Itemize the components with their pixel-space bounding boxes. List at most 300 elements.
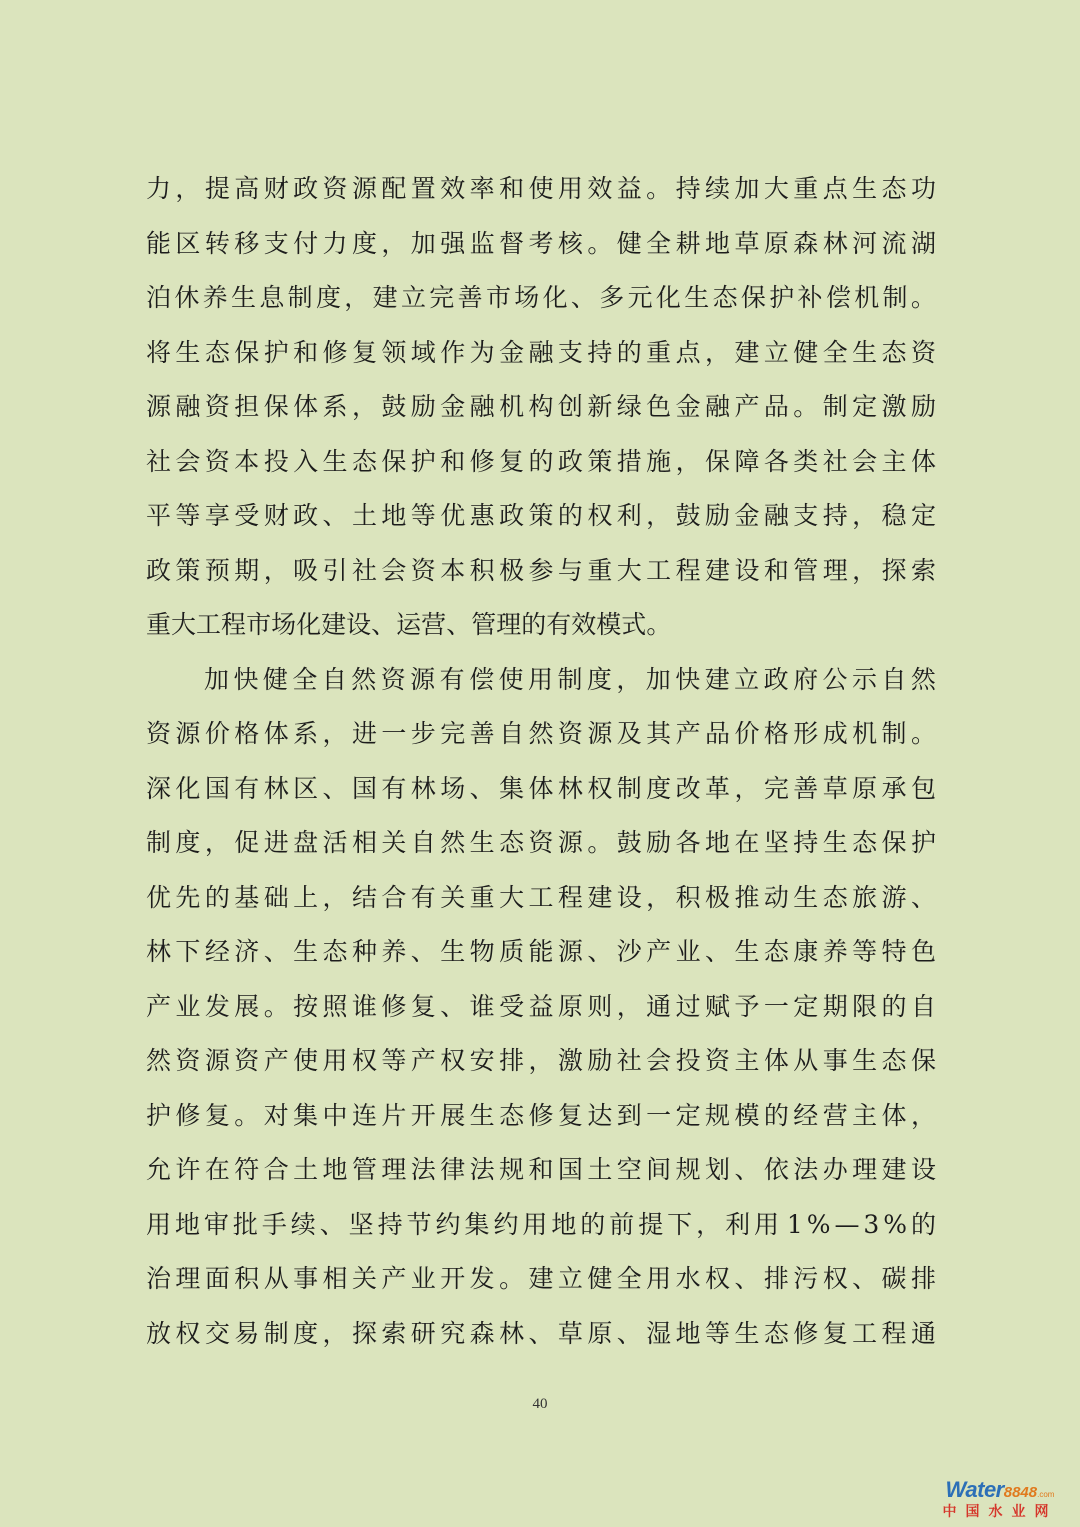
text-char: 用 <box>754 1209 780 1239</box>
text-char: 区 <box>175 228 201 258</box>
text-char: 励 <box>646 828 672 857</box>
text-char: 积 <box>675 882 701 912</box>
text-char: 社 <box>351 555 377 585</box>
watermark-brand-text: Water <box>945 1477 1004 1502</box>
text-line <box>146 217 936 272</box>
text-char: 然 <box>146 1046 172 1075</box>
text-char: 保 <box>881 828 907 857</box>
text-char: 产 <box>381 1264 407 1293</box>
text-char: 度 <box>315 283 341 312</box>
text-char: 使 <box>528 174 554 203</box>
text-char: 定 <box>910 501 936 530</box>
text-char: ， <box>322 719 348 748</box>
watermark-brand-number: 8848 <box>1003 1484 1038 1501</box>
text-char: 从 <box>793 1046 819 1075</box>
text-char: 生 <box>322 446 348 476</box>
text-char: 林 <box>499 1318 525 1348</box>
text-char: 鼓 <box>616 828 642 857</box>
text-char: 排 <box>763 1264 789 1293</box>
text-char: 护 <box>146 1100 172 1130</box>
text-char: 主 <box>852 1100 878 1130</box>
text-char: 复 <box>410 991 436 1021</box>
text-char: 将 <box>146 337 172 367</box>
text-char: 政 <box>293 174 319 203</box>
watermark-site-name: 中国水业网 <box>942 1503 1058 1519</box>
text-char: 。 <box>587 228 613 258</box>
text-char: 益 <box>528 991 554 1021</box>
text-char: 符 <box>234 1155 260 1184</box>
text-char: 极 <box>499 555 525 585</box>
text-char: 融 <box>175 392 201 421</box>
text-char: 持 <box>822 501 848 530</box>
text-char: ， <box>675 446 701 476</box>
text-char: 济 <box>234 937 260 966</box>
text-char: 模 <box>734 1100 760 1130</box>
text-char: 国 <box>351 773 377 803</box>
text-char: 从 <box>263 1264 289 1293</box>
text-char: 全 <box>616 1264 642 1293</box>
text-char: 稳 <box>881 501 907 530</box>
text-char: 机 <box>499 392 525 421</box>
text-char: 价 <box>734 719 760 748</box>
text-char: 重 <box>646 337 672 367</box>
text-char: 政 <box>499 501 525 530</box>
text-line <box>146 1034 936 1089</box>
text-char: 持 <box>377 1209 403 1239</box>
text-char: 赋 <box>705 991 731 1021</box>
text-char: 优 <box>440 501 466 530</box>
text-char: 与 <box>557 555 583 585</box>
text-char: 保 <box>234 337 260 367</box>
text-char: 付 <box>293 228 319 258</box>
text-char: 政 <box>293 501 319 530</box>
text-char: 改 <box>675 773 701 803</box>
text-char: 相 <box>351 828 377 857</box>
text-char: 支 <box>793 501 819 530</box>
text-char: 展 <box>234 991 260 1021</box>
text-char: 源 <box>557 828 583 857</box>
text-char: 制 <box>557 664 583 694</box>
text-char: 包 <box>910 773 936 803</box>
watermark-logo <box>930 1477 1070 1521</box>
text-char: 湿 <box>646 1318 672 1348</box>
text-char: 索 <box>381 1318 407 1348</box>
text-char: 到 <box>616 1100 642 1130</box>
text-char: ， <box>175 174 201 203</box>
text-char: 保 <box>263 392 289 421</box>
text-char: 前 <box>609 1209 635 1239</box>
text-char: 规 <box>499 1155 525 1184</box>
text-char: 规 <box>675 1155 701 1184</box>
text-char: 生 <box>793 882 819 912</box>
text-char: 力 <box>146 174 172 203</box>
text-char: 的 <box>580 1209 606 1239</box>
text-char: 会 <box>646 1046 672 1075</box>
text-char: 复 <box>557 1100 583 1130</box>
text-char: 金 <box>675 392 701 421</box>
text-char: 约 <box>435 1209 461 1239</box>
text-char: 主 <box>881 446 907 476</box>
text-char: 。 <box>646 610 672 639</box>
text-char: 续 <box>705 174 731 203</box>
text-char: 补 <box>797 283 823 312</box>
text-char: 权 <box>705 1264 731 1293</box>
text-char: 工 <box>196 610 222 639</box>
text-char: 受 <box>234 501 260 530</box>
text-char: 合 <box>263 1155 289 1184</box>
text-char: 法 <box>793 1155 819 1184</box>
text-char: 障 <box>734 446 760 476</box>
text-line <box>146 598 936 653</box>
text-char: 格 <box>763 719 789 748</box>
text-line <box>146 1307 936 1362</box>
text-char: 资 <box>322 174 348 203</box>
text-char: 达 <box>587 1100 613 1130</box>
text-char: 偿 <box>469 664 495 694</box>
text-char: 。 <box>910 719 936 748</box>
text-char: 。 <box>910 283 936 312</box>
text-char: 效 <box>571 610 597 639</box>
text-char: 林 <box>146 937 172 966</box>
text-char: 资 <box>705 1046 731 1075</box>
text-char: 推 <box>734 882 760 912</box>
text-char: 地 <box>675 1318 701 1348</box>
text-char: ， <box>734 773 760 803</box>
text-char: 然 <box>528 719 554 748</box>
text-char: 重 <box>146 610 172 639</box>
text-char: 预 <box>204 555 230 585</box>
text-char: 本 <box>440 555 466 585</box>
text-char: 自 <box>410 828 436 857</box>
text-char: 复 <box>204 1100 230 1130</box>
text-char: 生 <box>822 828 848 857</box>
text-char: 能 <box>528 937 554 966</box>
text-char: 立 <box>763 337 789 367</box>
text-char: 建 <box>705 555 731 585</box>
text-char: 、 <box>263 937 289 966</box>
text-char: 产 <box>675 719 701 748</box>
text-char: 探 <box>351 1318 377 1348</box>
text-char: 核 <box>557 228 583 258</box>
text-char: 土 <box>293 1155 319 1184</box>
text-char: 。 <box>793 392 819 421</box>
text-char: 配 <box>381 174 407 203</box>
text-char: 资 <box>528 828 554 857</box>
text-char: 国 <box>557 1155 583 1184</box>
text-char: 集 <box>499 773 525 803</box>
text-char: 污 <box>793 1264 819 1293</box>
text-char: 财 <box>263 174 289 203</box>
text-line <box>146 762 936 817</box>
text-char: 点 <box>675 337 701 367</box>
text-char: 加 <box>410 228 436 258</box>
text-char: 金 <box>499 337 525 367</box>
text-char: 积 <box>234 1264 260 1293</box>
text-char: 下 <box>667 1209 693 1239</box>
text-char: 制 <box>263 1318 289 1348</box>
text-char: 办 <box>822 1155 848 1184</box>
text-char: 新 <box>587 392 613 421</box>
text-char: 通 <box>646 991 672 1021</box>
text-char: 色 <box>910 937 936 966</box>
text-char: 保 <box>705 446 731 476</box>
text-char: 间 <box>646 1155 672 1184</box>
text-char: 则 <box>587 991 613 1021</box>
text-char: 健 <box>587 1264 613 1293</box>
text-char: 置 <box>410 174 436 203</box>
text-char: 态 <box>822 882 848 912</box>
text-line <box>146 925 936 980</box>
text-char: 、 <box>570 283 596 312</box>
text-char: 合 <box>381 882 407 912</box>
text-char: 产 <box>146 991 172 1021</box>
text-char: 用 <box>146 1209 172 1239</box>
text-char: 权 <box>587 773 613 803</box>
text-line <box>146 271 936 326</box>
text-char: 完 <box>763 773 789 803</box>
text-char: 、 <box>734 1155 760 1184</box>
text-char: 完 <box>440 719 466 748</box>
text-char: 、 <box>616 1318 642 1348</box>
text-char: 融 <box>763 501 789 530</box>
text-char: 依 <box>763 1155 789 1184</box>
text-char: 态 <box>322 937 348 966</box>
text-char: 参 <box>528 555 554 585</box>
text-char: 生 <box>175 337 201 367</box>
text-char: 进 <box>263 828 289 857</box>
text-char: 究 <box>440 1318 466 1348</box>
text-char: 化 <box>542 283 568 312</box>
text-char: 原 <box>763 228 789 258</box>
text-char: 步 <box>410 719 436 748</box>
text-char: 形 <box>793 719 819 748</box>
text-char: 策 <box>175 555 201 585</box>
text-char: 利 <box>616 501 642 530</box>
text-char: 治 <box>146 1264 172 1293</box>
text-char: 持 <box>793 828 819 857</box>
text-char: 照 <box>322 991 348 1021</box>
text-char: 物 <box>469 937 495 966</box>
text-char: 在 <box>734 828 760 857</box>
text-char: 开 <box>440 1264 466 1293</box>
text-char: 积 <box>469 555 495 585</box>
text-char: 、 <box>734 1264 760 1293</box>
text-char: 功 <box>910 174 936 203</box>
text-char: % <box>883 1209 907 1239</box>
text-char: 各 <box>763 446 789 476</box>
text-char: 3 <box>863 1209 880 1239</box>
text-char: 自 <box>881 664 907 694</box>
text-char: 休 <box>174 283 200 312</box>
text-char: 监 <box>469 228 495 258</box>
text-line <box>146 707 936 762</box>
text-char: 促 <box>234 828 260 857</box>
text-char: 品 <box>763 392 789 421</box>
text-char: 。 <box>646 174 672 203</box>
text-char: 励 <box>705 501 731 530</box>
text-char: 划 <box>705 1155 731 1184</box>
text-char: 加 <box>204 664 230 694</box>
text-char: 的 <box>881 991 907 1021</box>
text-char: 引 <box>322 555 348 585</box>
text-line <box>146 871 936 926</box>
text-char: 展 <box>440 1100 466 1130</box>
text-char: 的 <box>521 610 547 639</box>
text-char: 资 <box>557 719 583 748</box>
text-char: 护 <box>263 337 289 367</box>
text-char: 、 <box>322 773 348 803</box>
text-char: 大 <box>499 882 525 912</box>
text-line <box>146 1252 936 1307</box>
body-text <box>146 162 936 1361</box>
text-char: 善 <box>469 719 495 748</box>
text-char: 关 <box>381 828 407 857</box>
text-char: 资 <box>204 392 230 421</box>
text-char: 林 <box>263 773 289 803</box>
text-char: 律 <box>440 1155 466 1184</box>
text-char: 理 <box>381 1155 407 1184</box>
text-char: 体 <box>263 719 289 748</box>
text-char: 土 <box>351 501 377 530</box>
text-char: 价 <box>204 719 230 748</box>
text-char: 管 <box>471 610 497 639</box>
text-char: 策 <box>587 446 613 476</box>
text-char: 使 <box>498 664 524 694</box>
text-char: ， <box>344 283 370 312</box>
text-char: 及 <box>616 719 642 748</box>
text-char: 草 <box>557 1318 583 1348</box>
text-char: 机 <box>852 719 878 748</box>
text-char: 手 <box>261 1209 287 1239</box>
text-char: % <box>806 1209 831 1239</box>
text-char: 示 <box>851 664 877 694</box>
text-char: ， <box>381 228 407 258</box>
text-char: 定 <box>793 991 819 1021</box>
text-char: 修 <box>381 991 407 1021</box>
text-char: 资 <box>146 719 172 748</box>
text-char: 机 <box>854 283 880 312</box>
text-char: 投 <box>263 446 289 476</box>
text-char: 业 <box>675 937 701 966</box>
text-char: 康 <box>793 937 819 966</box>
text-char: 善 <box>457 283 483 312</box>
text-char: 资 <box>380 664 406 694</box>
text-char: 期 <box>822 991 848 1021</box>
text-char: 度 <box>351 228 377 258</box>
text-char: 态 <box>763 1318 789 1348</box>
text-char: 深 <box>146 773 172 803</box>
text-char: 续 <box>290 1209 316 1239</box>
text-char: 泊 <box>146 283 172 312</box>
text-char: 工 <box>852 1318 878 1348</box>
text-char: 排 <box>499 1046 525 1075</box>
text-char: 程 <box>557 882 583 912</box>
text-char: 权 <box>587 501 613 530</box>
text-char: 革 <box>705 773 731 803</box>
text-char: 设 <box>910 1155 936 1184</box>
text-char: 场 <box>271 610 297 639</box>
text-char: ， <box>852 555 878 585</box>
text-char: 开 <box>410 1100 436 1130</box>
text-char: 资 <box>204 446 230 476</box>
text-char: 等 <box>410 501 436 530</box>
text-char: 和 <box>293 337 319 367</box>
text-char: 、 <box>440 991 466 1021</box>
text-char: 运 <box>396 610 422 639</box>
text-char: 原 <box>852 773 878 803</box>
text-char: 产 <box>410 1046 436 1075</box>
text-char: 地 <box>705 828 731 857</box>
text-char: 坚 <box>348 1209 374 1239</box>
text-char: 力 <box>322 228 348 258</box>
text-char: 河 <box>852 228 878 258</box>
text-char: 制 <box>616 773 642 803</box>
text-char: 大 <box>616 555 642 585</box>
text-char: 发 <box>469 1264 495 1293</box>
text-char: 格 <box>234 719 260 748</box>
text-char: 业 <box>175 991 201 1021</box>
text-char: 高 <box>234 174 260 203</box>
text-char: 社 <box>146 446 172 476</box>
text-char: 湖 <box>910 228 936 258</box>
text-char: 度 <box>293 1318 319 1348</box>
text-char: 态 <box>881 174 907 203</box>
text-char: 大 <box>171 610 197 639</box>
text-char: 态 <box>852 828 878 857</box>
text-char: 工 <box>528 882 554 912</box>
text-char: 建 <box>734 337 760 367</box>
text-char: 入 <box>293 446 319 476</box>
text-char: 建 <box>704 664 730 694</box>
text-char: 利 <box>725 1209 751 1239</box>
text-char: 用 <box>322 1046 348 1075</box>
text-char: 态 <box>881 1046 907 1075</box>
text-char: 通 <box>910 1318 936 1348</box>
text-char: 金 <box>440 392 466 421</box>
text-char: 生 <box>852 1046 878 1075</box>
text-char: 程 <box>221 610 247 639</box>
text-char: 等 <box>852 937 878 966</box>
text-char: 平 <box>146 501 172 530</box>
text-char: 沙 <box>616 937 642 966</box>
text-char: 质 <box>499 937 525 966</box>
text-char: 态 <box>499 1100 525 1130</box>
text-char: 支 <box>557 337 583 367</box>
text-char: 工 <box>646 555 672 585</box>
text-char: 修 <box>793 1318 819 1348</box>
text-char: 法 <box>410 1155 436 1184</box>
text-char: 草 <box>822 773 848 803</box>
text-char: 模 <box>596 610 622 639</box>
text-char: 态 <box>499 828 525 857</box>
text-char: 惠 <box>469 501 495 530</box>
text-char: 提 <box>204 174 230 203</box>
text-char: 鼓 <box>381 392 407 421</box>
text-char: 理 <box>175 1264 201 1293</box>
text-char: 场 <box>440 773 466 803</box>
text-char: 绿 <box>616 392 642 421</box>
text-char: 支 <box>263 228 289 258</box>
text-char: 社 <box>616 1046 642 1075</box>
text-char: ， <box>528 1046 554 1075</box>
text-char: 营 <box>421 610 447 639</box>
text-char: 用 <box>557 174 583 203</box>
text-char: 草 <box>734 228 760 258</box>
text-char: 有 <box>439 664 465 694</box>
text-char: 度 <box>175 828 201 857</box>
text-char: 重 <box>587 555 613 585</box>
text-char: 易 <box>234 1318 260 1348</box>
